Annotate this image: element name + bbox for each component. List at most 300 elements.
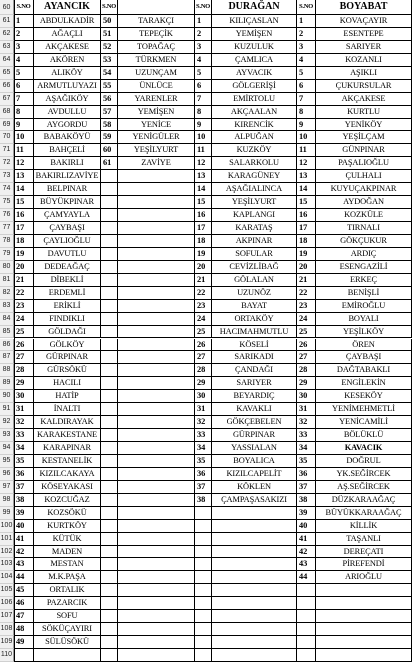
empty-cell[interactable]	[212, 558, 297, 571]
empty-cell[interactable]	[118, 261, 195, 274]
ayancik-number[interactable]: 35	[14, 455, 34, 468]
ayancik-village[interactable]: DİBEKLİ	[34, 274, 101, 287]
empty-cell[interactable]	[101, 300, 118, 313]
header-empty[interactable]	[118, 0, 195, 15]
row-number[interactable]: 64	[0, 54, 14, 67]
boyabat-village[interactable]: ERKEÇ	[316, 274, 412, 287]
duragan-number[interactable]: 2	[195, 28, 212, 41]
ayancik-village[interactable]: SÜLÜSÖKÜ	[34, 636, 101, 649]
boyabat-village[interactable]: PAŞALIOĞLU	[316, 157, 412, 170]
row-number[interactable]: 92	[0, 416, 14, 429]
boyabat-number[interactable]: 19	[297, 248, 316, 261]
duragan-village[interactable]: HACIMAHMUTLU	[212, 326, 297, 339]
duragan-number[interactable]: 9	[195, 119, 212, 132]
boyabat-village[interactable]: BOYALI	[316, 313, 412, 326]
ayancik-village[interactable]: BAKIRLI	[34, 157, 101, 170]
ayancik-number[interactable]: 34	[14, 442, 34, 455]
empty-cell[interactable]	[118, 377, 195, 390]
duragan-number[interactable]: 13	[195, 170, 212, 183]
boyabat-number[interactable]: 34	[297, 442, 316, 455]
boyabat-village[interactable]: AŞ.SEĞİRCEK	[316, 481, 412, 494]
empty-cell[interactable]	[195, 571, 212, 584]
row-number[interactable]: 90	[0, 390, 14, 403]
empty-cell[interactable]	[118, 533, 195, 546]
duragan-village[interactable]: KARATAŞ	[212, 222, 297, 235]
row-number[interactable]: 80	[0, 261, 14, 274]
duragan-village[interactable]: KAVAKLI	[212, 403, 297, 416]
empty-cell[interactable]	[118, 222, 195, 235]
boyabat-village[interactable]: ÇAYBAŞI	[316, 351, 412, 364]
row-number[interactable]: 101	[0, 533, 14, 546]
empty-cell[interactable]	[118, 429, 195, 442]
empty-cell[interactable]	[118, 209, 195, 222]
duragan-village[interactable]: YEMİŞEN	[212, 28, 297, 41]
ayancik-number[interactable]: 30	[14, 390, 34, 403]
ayancik-number[interactable]: 55	[101, 80, 118, 93]
ayancik-village[interactable]: AĞAÇLI	[34, 28, 101, 41]
boyabat-number[interactable]: 13	[297, 170, 316, 183]
duragan-number[interactable]: 37	[195, 481, 212, 494]
empty-cell[interactable]	[118, 300, 195, 313]
duragan-village[interactable]: ORTAKÖY	[212, 313, 297, 326]
empty-cell[interactable]	[101, 455, 118, 468]
duragan-village[interactable]: AKÇAALAN	[212, 106, 297, 119]
ayancik-village[interactable]: AVDULLU	[34, 106, 101, 119]
duragan-village[interactable]: KIRENCİK	[212, 119, 297, 132]
boyabat-village[interactable]: DOĞRUL	[316, 455, 412, 468]
duragan-number[interactable]: 10	[195, 131, 212, 144]
duragan-village[interactable]: SOFULAR	[212, 248, 297, 261]
ayancik-village[interactable]: BELPINAR	[34, 183, 101, 196]
row-number[interactable]: 89	[0, 377, 14, 390]
boyabat-number[interactable]: 5	[297, 67, 316, 80]
empty-cell[interactable]	[316, 636, 412, 649]
ayancik-number[interactable]: 48	[14, 623, 34, 636]
duragan-number[interactable]: 33	[195, 429, 212, 442]
ayancik-village[interactable]: GÖLKÖY	[34, 339, 101, 352]
duragan-village[interactable]: AKPINAR	[212, 235, 297, 248]
boyabat-village[interactable]: DAĞTABAKLI	[316, 364, 412, 377]
empty-cell[interactable]	[118, 274, 195, 287]
duragan-village[interactable]: EMİRTOLU	[212, 93, 297, 106]
row-number[interactable]: 65	[0, 67, 14, 80]
empty-cell[interactable]	[118, 507, 195, 520]
empty-cell[interactable]	[101, 623, 118, 636]
ayancik-number[interactable]: 10	[14, 131, 34, 144]
duragan-number[interactable]: 17	[195, 222, 212, 235]
boyabat-number[interactable]: 33	[297, 429, 316, 442]
boyabat-village[interactable]: BÖLÜKLÜ	[316, 429, 412, 442]
empty-cell[interactable]	[297, 649, 316, 662]
empty-cell[interactable]	[101, 235, 118, 248]
row-number[interactable]: 79	[0, 248, 14, 261]
duragan-village[interactable]: SALARKOLU	[212, 157, 297, 170]
duragan-number[interactable]: 5	[195, 67, 212, 80]
ayancik-village[interactable]: AŞAĞIKÖY	[34, 93, 101, 106]
ayancik-village[interactable]: KARAPINAR	[34, 442, 101, 455]
ayancik-village[interactable]: GÜRSÖKÜ	[34, 364, 101, 377]
boyabat-village[interactable]: KOZKÜLE	[316, 209, 412, 222]
boyabat-number[interactable]: 43	[297, 558, 316, 571]
boyabat-number[interactable]: 35	[297, 455, 316, 468]
empty-cell[interactable]	[212, 636, 297, 649]
row-number[interactable]: 109	[0, 636, 14, 649]
duragan-village[interactable]: KUZULUK	[212, 41, 297, 54]
empty-cell[interactable]	[101, 183, 118, 196]
ayancik-village[interactable]: TÜRKMEN	[118, 54, 195, 67]
header-sno[interactable]: S.NO	[195, 0, 212, 15]
empty-cell[interactable]	[297, 610, 316, 623]
duragan-number[interactable]: 1	[195, 15, 212, 28]
row-number[interactable]: 83	[0, 300, 14, 313]
duragan-village[interactable]: KUZKÖY	[212, 144, 297, 157]
duragan-village[interactable]: KÖKLEN	[212, 481, 297, 494]
boyabat-village[interactable]: KESEKÖY	[316, 390, 412, 403]
row-number[interactable]: 87	[0, 351, 14, 364]
boyabat-number[interactable]: 23	[297, 300, 316, 313]
empty-cell[interactable]	[297, 636, 316, 649]
duragan-village[interactable]: GÖLGERİŞİ	[212, 80, 297, 93]
row-number[interactable]: 76	[0, 209, 14, 222]
boyabat-number[interactable]: 24	[297, 313, 316, 326]
empty-cell[interactable]	[101, 416, 118, 429]
ayancik-number[interactable]: 29	[14, 377, 34, 390]
ayancik-number[interactable]: 27	[14, 351, 34, 364]
boyabat-village[interactable]: KURTLU	[316, 106, 412, 119]
empty-cell[interactable]	[195, 636, 212, 649]
boyabat-village[interactable]: TAŞANLI	[316, 533, 412, 546]
ayancik-number[interactable]: 20	[14, 261, 34, 274]
ayancik-number[interactable]: 13	[14, 170, 34, 183]
empty-cell[interactable]	[118, 339, 195, 352]
ayancik-village[interactable]: İNALTI	[34, 403, 101, 416]
ayancik-number[interactable]: 51	[101, 28, 118, 41]
row-number[interactable]: 84	[0, 313, 14, 326]
boyabat-village[interactable]: AKÇAKESE	[316, 93, 412, 106]
boyabat-number[interactable]: 38	[297, 494, 316, 507]
empty-cell[interactable]	[101, 571, 118, 584]
duragan-village[interactable]: ALPUĞAN	[212, 131, 297, 144]
duragan-number[interactable]: 22	[195, 287, 212, 300]
empty-cell[interactable]	[101, 468, 118, 481]
ayancik-village[interactable]: MESTAN	[34, 558, 101, 571]
header-sno[interactable]: S.NO	[14, 0, 34, 15]
empty-cell[interactable]	[118, 416, 195, 429]
ayancik-village[interactable]: ÇAYBAŞI	[34, 222, 101, 235]
boyabat-village[interactable]: YEŞİLKÖY	[316, 326, 412, 339]
empty-cell[interactable]	[118, 403, 195, 416]
ayancik-number[interactable]: 6	[14, 80, 34, 93]
row-number[interactable]: 104	[0, 571, 14, 584]
ayancik-number[interactable]: 9	[14, 119, 34, 132]
boyabat-village[interactable]: YENİKÖY	[316, 119, 412, 132]
ayancik-village[interactable]: ERİKLİ	[34, 300, 101, 313]
ayancik-village[interactable]: KÜTÜK	[34, 533, 101, 546]
ayancik-number[interactable]: 28	[14, 364, 34, 377]
empty-cell[interactable]	[195, 584, 212, 597]
empty-cell[interactable]	[118, 558, 195, 571]
ayancik-village[interactable]: GÜRPINAR	[34, 351, 101, 364]
ayancik-village[interactable]: YEMİŞEN	[118, 106, 195, 119]
boyabat-village[interactable]: YENİMEHMETLİ	[316, 403, 412, 416]
boyabat-village[interactable]: YEŞİLÇAM	[316, 131, 412, 144]
empty-cell[interactable]	[118, 636, 195, 649]
empty-cell[interactable]	[297, 623, 316, 636]
ayancik-number[interactable]: 21	[14, 274, 34, 287]
ayancik-village[interactable]: UZUNÇAM	[118, 67, 195, 80]
boyabat-number[interactable]: 10	[297, 131, 316, 144]
duragan-number[interactable]: 36	[195, 468, 212, 481]
ayancik-village[interactable]: ARMUTLUYAZI	[34, 80, 101, 93]
empty-cell[interactable]	[101, 610, 118, 623]
row-number[interactable]: 67	[0, 93, 14, 106]
boyabat-number[interactable]: 6	[297, 80, 316, 93]
duragan-number[interactable]: 18	[195, 235, 212, 248]
boyabat-village[interactable]: EMİROĞLU	[316, 300, 412, 313]
duragan-number[interactable]: 28	[195, 364, 212, 377]
empty-cell[interactable]	[212, 571, 297, 584]
ayancik-village[interactable]: YEŞİLYURT	[118, 144, 195, 157]
duragan-village[interactable]: SARIKADI	[212, 351, 297, 364]
ayancik-number[interactable]: 50	[101, 15, 118, 28]
row-number[interactable]: 94	[0, 442, 14, 455]
ayancik-number[interactable]: 12	[14, 157, 34, 170]
ayancik-number[interactable]: 46	[14, 597, 34, 610]
empty-cell[interactable]	[101, 364, 118, 377]
row-number[interactable]: 95	[0, 455, 14, 468]
ayancik-number[interactable]: 58	[101, 119, 118, 132]
row-number[interactable]: 106	[0, 597, 14, 610]
duragan-village[interactable]: CEVİZLİBAĞ	[212, 261, 297, 274]
boyabat-village[interactable]: PİREFENDİ	[316, 558, 412, 571]
empty-cell[interactable]	[101, 326, 118, 339]
duragan-number[interactable]: 4	[195, 54, 212, 67]
boyabat-village[interactable]: GÖKÇUKUR	[316, 235, 412, 248]
boyabat-village[interactable]: YENİCAMİLİ	[316, 416, 412, 429]
boyabat-number[interactable]: 37	[297, 481, 316, 494]
duragan-village[interactable]: AYVACIK	[212, 67, 297, 80]
ayancik-village[interactable]: M.K.PAŞA	[34, 571, 101, 584]
row-number[interactable]: 86	[0, 339, 14, 352]
boyabat-number[interactable]: 41	[297, 533, 316, 546]
empty-cell[interactable]	[101, 649, 118, 662]
empty-cell[interactable]	[212, 649, 297, 662]
ayancik-village[interactable]: HATİP	[34, 390, 101, 403]
empty-cell[interactable]	[101, 584, 118, 597]
boyabat-village[interactable]: KUYUÇAKPINAR	[316, 183, 412, 196]
duragan-number[interactable]: 21	[195, 274, 212, 287]
ayancik-number[interactable]: 1	[14, 15, 34, 28]
duragan-number[interactable]: 23	[195, 300, 212, 313]
duragan-number[interactable]: 3	[195, 41, 212, 54]
empty-cell[interactable]	[101, 377, 118, 390]
ayancik-number[interactable]: 59	[101, 131, 118, 144]
empty-cell[interactable]	[101, 597, 118, 610]
row-number[interactable]: 72	[0, 157, 14, 170]
boyabat-number[interactable]: 18	[297, 235, 316, 248]
row-number[interactable]: 97	[0, 481, 14, 494]
header-duragan[interactable]: DURAĞAN	[212, 0, 297, 15]
boyabat-number[interactable]: 30	[297, 390, 316, 403]
boyabat-village[interactable]: YK.SEĞİRCEK	[316, 468, 412, 481]
ayancik-village[interactable]: KOZSÖKÜ	[34, 507, 101, 520]
boyabat-village[interactable]: KOVAÇAYIR	[316, 15, 412, 28]
boyabat-village[interactable]: SARIYER	[316, 41, 412, 54]
empty-cell[interactable]	[195, 649, 212, 662]
ayancik-number[interactable]: 57	[101, 106, 118, 119]
empty-cell[interactable]	[101, 481, 118, 494]
empty-cell[interactable]	[101, 546, 118, 559]
empty-cell[interactable]	[101, 261, 118, 274]
empty-cell[interactable]	[101, 170, 118, 183]
empty-cell[interactable]	[101, 339, 118, 352]
ayancik-village[interactable]: TARAKÇI	[118, 15, 195, 28]
ayancik-number[interactable]: 44	[14, 571, 34, 584]
empty-cell[interactable]	[118, 248, 195, 261]
ayancik-number[interactable]: 16	[14, 209, 34, 222]
ayancik-village[interactable]: FINDIKLI	[34, 313, 101, 326]
duragan-village[interactable]: ÇAMLICA	[212, 54, 297, 67]
row-number[interactable]: 73	[0, 170, 14, 183]
ayancik-village[interactable]: ALIKÖY	[34, 67, 101, 80]
duragan-number[interactable]: 32	[195, 416, 212, 429]
empty-cell[interactable]	[118, 649, 195, 662]
ayancik-village[interactable]: ERDEMLİ	[34, 287, 101, 300]
boyabat-village[interactable]: ESENTEPE	[316, 28, 412, 41]
empty-cell[interactable]	[101, 390, 118, 403]
ayancik-village[interactable]: ÇAYLIOĞLU	[34, 235, 101, 248]
row-number[interactable]: 91	[0, 403, 14, 416]
ayancik-village[interactable]: BAHÇELİ	[34, 144, 101, 157]
empty-cell[interactable]	[101, 403, 118, 416]
ayancik-number[interactable]: 52	[101, 41, 118, 54]
duragan-village[interactable]: UZUNÖZ	[212, 287, 297, 300]
duragan-number[interactable]: 31	[195, 403, 212, 416]
row-number[interactable]: 96	[0, 468, 14, 481]
empty-cell[interactable]	[101, 209, 118, 222]
row-number[interactable]: 81	[0, 274, 14, 287]
duragan-number[interactable]: 8	[195, 106, 212, 119]
duragan-number[interactable]: 35	[195, 455, 212, 468]
empty-cell[interactable]	[195, 546, 212, 559]
empty-cell[interactable]	[101, 222, 118, 235]
duragan-number[interactable]: 19	[195, 248, 212, 261]
boyabat-number[interactable]: 9	[297, 119, 316, 132]
boyabat-village[interactable]: KİLLİK	[316, 520, 412, 533]
boyabat-number[interactable]: 4	[297, 54, 316, 67]
empty-cell[interactable]	[212, 533, 297, 546]
empty-cell[interactable]	[118, 571, 195, 584]
ayancik-village[interactable]: GÖLDAĞI	[34, 326, 101, 339]
boyabat-number[interactable]: 2	[297, 28, 316, 41]
ayancik-village[interactable]: KALDIRAYAK	[34, 416, 101, 429]
row-number[interactable]: 66	[0, 80, 14, 93]
empty-cell[interactable]	[101, 533, 118, 546]
empty-cell[interactable]	[195, 520, 212, 533]
duragan-number[interactable]: 11	[195, 144, 212, 157]
ayancik-village[interactable]: BAKIRLIZAVİYE	[34, 170, 101, 183]
empty-cell[interactable]	[118, 196, 195, 209]
empty-cell[interactable]	[101, 429, 118, 442]
duragan-number[interactable]: 30	[195, 390, 212, 403]
duragan-village[interactable]: BOYALICA	[212, 455, 297, 468]
ayancik-village[interactable]: KIZILCAKAYA	[34, 468, 101, 481]
duragan-village[interactable]: BEYARDIÇ	[212, 390, 297, 403]
header-sno[interactable]: S.NO	[297, 0, 316, 15]
empty-cell[interactable]	[118, 610, 195, 623]
row-number[interactable]: 68	[0, 106, 14, 119]
ayancik-number[interactable]: 60	[101, 144, 118, 157]
boyabat-number[interactable]: 17	[297, 222, 316, 235]
empty-cell[interactable]	[118, 351, 195, 364]
empty-cell[interactable]	[101, 196, 118, 209]
empty-cell[interactable]	[118, 546, 195, 559]
duragan-number[interactable]: 34	[195, 442, 212, 455]
ayancik-number[interactable]: 15	[14, 196, 34, 209]
boyabat-number[interactable]: 36	[297, 468, 316, 481]
ayancik-village[interactable]: SÖKÜÇAYIRI	[34, 623, 101, 636]
empty-cell[interactable]	[101, 442, 118, 455]
duragan-village[interactable]: KILIÇASLAN	[212, 15, 297, 28]
row-number[interactable]: 69	[0, 119, 14, 132]
ayancik-village[interactable]: YENİCE	[118, 119, 195, 132]
ayancik-number[interactable]: 11	[14, 144, 34, 157]
row-number[interactable]: 93	[0, 429, 14, 442]
empty-cell[interactable]	[297, 584, 316, 597]
boyabat-number[interactable]: 44	[297, 571, 316, 584]
empty-cell[interactable]	[101, 313, 118, 326]
ayancik-number[interactable]: 3	[14, 41, 34, 54]
ayancik-village[interactable]: TEPEÇİK	[118, 28, 195, 41]
empty-cell[interactable]	[101, 636, 118, 649]
empty-cell[interactable]	[34, 649, 101, 662]
empty-cell[interactable]	[316, 597, 412, 610]
boyabat-number[interactable]: 27	[297, 351, 316, 364]
empty-cell[interactable]	[316, 610, 412, 623]
ayancik-village[interactable]: YENİGÜLER	[118, 131, 195, 144]
boyabat-number[interactable]: 40	[297, 520, 316, 533]
row-number[interactable]: 60	[0, 0, 14, 15]
empty-cell[interactable]	[316, 649, 412, 662]
boyabat-village[interactable]: ÇULHALI	[316, 170, 412, 183]
ayancik-village[interactable]: SOFU	[34, 610, 101, 623]
row-number[interactable]: 98	[0, 494, 14, 507]
ayancik-number[interactable]: 14	[14, 183, 34, 196]
ayancik-village[interactable]: DEDEAĞAÇ	[34, 261, 101, 274]
ayancik-village[interactable]: ORTALIK	[34, 584, 101, 597]
empty-cell[interactable]	[101, 507, 118, 520]
duragan-village[interactable]: YEŞİLYURT	[212, 196, 297, 209]
ayancik-village[interactable]: HACILI	[34, 377, 101, 390]
ayancik-village[interactable]: BÜYÜKPINAR	[34, 196, 101, 209]
empty-cell[interactable]	[118, 326, 195, 339]
duragan-village[interactable]: AŞAĞIALINCA	[212, 183, 297, 196]
duragan-number[interactable]: 7	[195, 93, 212, 106]
empty-cell[interactable]	[118, 597, 195, 610]
ayancik-village[interactable]: ZAVİYE	[118, 157, 195, 170]
empty-cell[interactable]	[101, 558, 118, 571]
duragan-village[interactable]: ÇAMPAŞASAKIZI	[212, 494, 297, 507]
boyabat-number[interactable]: 31	[297, 403, 316, 416]
empty-cell[interactable]	[212, 623, 297, 636]
boyabat-village[interactable]: KOZANLI	[316, 54, 412, 67]
boyabat-number[interactable]: 26	[297, 339, 316, 352]
row-number[interactable]: 61	[0, 15, 14, 28]
empty-cell[interactable]	[118, 287, 195, 300]
boyabat-number[interactable]: 12	[297, 157, 316, 170]
empty-cell[interactable]	[212, 584, 297, 597]
ayancik-number[interactable]: 37	[14, 481, 34, 494]
